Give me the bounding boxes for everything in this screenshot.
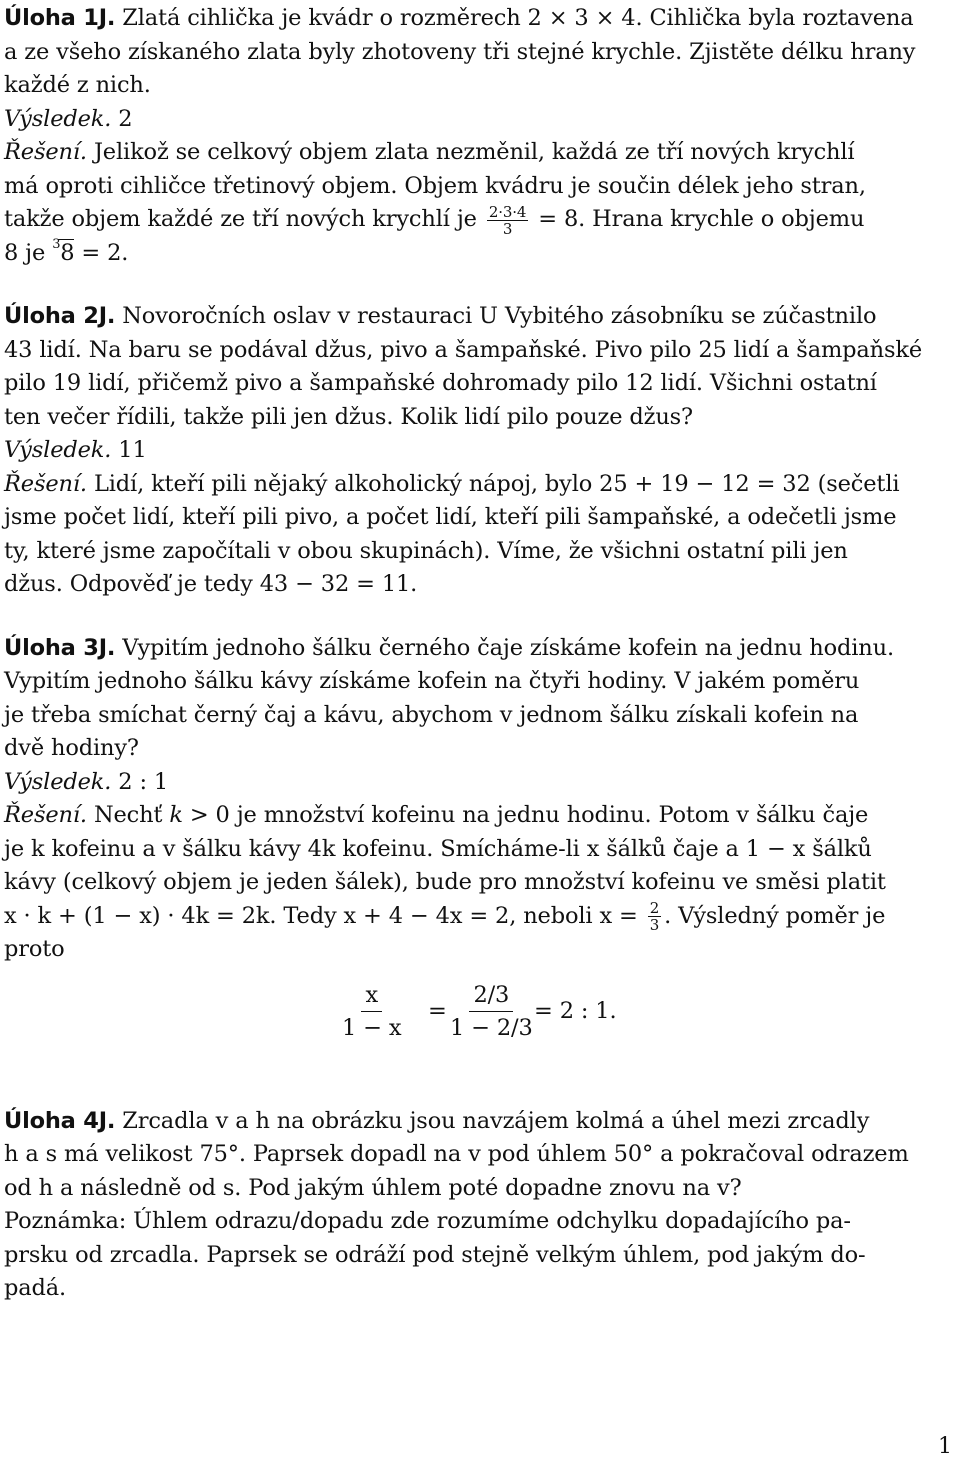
solution-text: = 2. — [81, 239, 129, 266]
solution-text: x · k + (1 − x) · 4k = 2k. Tedy x + 4 − 4x = 2, neboli x = — [4, 902, 638, 929]
task-1-result — [4, 103, 956, 137]
solution-text: = 8. Hrana krychle o objemu — [538, 206, 865, 232]
fraction — [648, 900, 661, 933]
task-2 — [4, 300, 956, 602]
task-3-statement-4: dvě hodiny? — [4, 735, 139, 761]
task-4-label: Úloha 4J. — [4, 1107, 116, 1134]
solution-text: . Výsledný poměr je — [664, 902, 886, 929]
fraction-numerator: 2/3 — [469, 979, 513, 1012]
task-2-line-1 — [4, 300, 956, 334]
task-2-statement-1: Novoročních oslav v restauraci U Vybitého zásobníku se zúčastnilo — [122, 303, 877, 329]
fraction-denominator: 3 — [502, 219, 513, 238]
task-4-note-3: padá. — [4, 1275, 67, 1301]
root-argument: 8 — [60, 239, 75, 266]
display-fraction-2 — [450, 979, 533, 1044]
task-2-solution-2: jsme počet lidí, kteří pili pivo, a počet lidí, kteří pili šampaňské, a odečetli jsme — [4, 504, 897, 530]
result-label: Výsledek. — [4, 768, 112, 795]
math-variable: k — [169, 802, 183, 828]
task-2-solution-3: ty, které jsme započítali v obou skupinách). Víme, že všichni ostatní pili jen — [4, 537, 848, 564]
solution-text: Jelikož se celkový objem zlata nezměnil, každá ze tří nových krychlí — [93, 139, 855, 165]
task-4-note-1: Poznámka: Úhlem odrazu/dopadu zde rozumíme odchylku dopadajícího pa- — [4, 1208, 851, 1234]
fraction-denominator: 1 − x — [342, 1014, 402, 1041]
task-4-statement-3: od h a následně od s. Pod jakým úhlem poté dopadne znovu na v? — [4, 1174, 742, 1201]
spacer — [4, 1075, 956, 1105]
spacer — [4, 270, 956, 300]
task-1-statement-2: a ze všeho získaného zlata byly zhotoveny tři stejné krychle. Zjistěte délku hrany — [4, 38, 916, 65]
task-4-statement-1: Zrcadla v a h na obrázku jsou navzájem kolmá a úhel mezi zrcadly — [122, 1107, 870, 1134]
solution-text: 8 je — [4, 239, 46, 266]
solution-text: takže objem každé ze tří nových krychlí je — [4, 206, 477, 232]
page-number: 1 — [938, 1434, 952, 1459]
cube-root — [52, 237, 74, 271]
solution-text: Lidí, kteří pili nějaký alkoholický nápoj, bylo 25 + 19 − 12 = 32 (sečetli — [93, 470, 900, 497]
fraction-numerator: 2·3·4 — [488, 202, 527, 221]
task-1-solution-4 — [4, 237, 956, 271]
task-1-solution-2: má oproti cihličce třetinový objem. Objem kvádru je součin délek jeho stran, — [4, 172, 866, 199]
task-1-statement-1: Zlatá cihlička je kvádr o rozměrech 2 × 3 × 4. Cihlička byla roztavena — [122, 5, 914, 31]
task-1-statement-3: každé z nich. — [4, 72, 151, 98]
solution-text: > 0 je množství kofeinu na jednu hodinu. Potom v šálku čaje — [189, 802, 869, 828]
task-1-solution-1 — [4, 136, 956, 170]
fraction-denominator: 1 − 2/3 — [450, 1014, 533, 1041]
task-2-statement-2: 43 lidí. Na baru se podával džus, pivo a šampaňské. Pivo pilo 25 lidí a šampaňské — [4, 336, 923, 363]
task-3-solution-2: je k kofeinu a v šálku kávy 4k kofeinu. Smícháme-li x šálků čaje a 1 − x šálků — [4, 835, 872, 862]
task-2-solution-1 — [4, 468, 956, 502]
display-equation — [4, 967, 956, 1075]
task-1-label: Úloha 1J. — [4, 5, 116, 31]
task-3-statement-3: je třeba smíchat černý čaj a kávu, abychom v jednom šálku získali kofein na — [4, 701, 859, 728]
task-3-line-1 — [4, 632, 956, 666]
result-value: 11 — [118, 437, 147, 463]
task-3-result — [4, 766, 956, 800]
task-4-line-1 — [4, 1105, 956, 1139]
fraction-numerator: 2 — [649, 899, 660, 917]
document-page — [4, 2, 956, 1306]
task-2-label: Úloha 2J. — [4, 303, 116, 329]
task-4 — [4, 1105, 956, 1306]
task-3-solution-1 — [4, 799, 956, 833]
task-3-statement-1: Vypitím jednoho šálku černého čaje získáme kofein na jednu hodinu. — [122, 634, 894, 661]
fraction-denominator: 3 — [649, 916, 660, 934]
task-4-statement-2: h a s má velikost 75°. Paprsek dopadl na v pod úhlem 50° a pokračoval odrazem — [4, 1141, 909, 1167]
equals-sign: = — [428, 997, 447, 1024]
task-3-solution-3: kávy (celkový objem je jeden šálek), bude pro množství kofeinu ve směsi platit — [4, 869, 886, 895]
spacer — [4, 602, 956, 632]
result-label: Výsledek. — [4, 437, 112, 463]
task-3 — [4, 632, 956, 1075]
result-value: 2 — [118, 105, 133, 132]
solution-label: Řešení. — [4, 470, 87, 497]
result-value: 2 : 1 — [118, 768, 169, 795]
task-1-solution-3 — [4, 203, 956, 237]
task-2-statement-3: pilo 19 lidí, přičemž pivo a šampaňské dohromady pilo 12 lidí. Všichni ostatní — [4, 370, 877, 396]
display-fraction-1 — [342, 979, 401, 1044]
task-4-note-2: prsku od zrcadla. Paprsek se odráží pod stejně velkým úhlem, pod jakým do- — [4, 1241, 866, 1268]
task-2-solution-4: džus. Odpověď je tedy 43 − 32 = 11. — [4, 571, 418, 597]
task-2-statement-4: ten večer řídili, takže pili jen džus. Kolik lidí pilo pouze džus? — [4, 403, 693, 430]
solution-label: Řešení. — [4, 139, 87, 165]
display-result: = 2 : 1. — [534, 997, 617, 1024]
fraction — [487, 204, 528, 237]
solution-label: Řešení. — [4, 802, 87, 828]
task-3-label: Úloha 3J. — [4, 634, 116, 661]
task-1-line-1 — [4, 2, 956, 36]
task-3-statement-2: Vypitím jednoho šálku kávy získáme kofein na čtyři hodiny. V jakém poměru — [4, 668, 860, 694]
task-3-solution-5: proto — [4, 936, 65, 962]
root-index: 3 — [52, 236, 61, 252]
task-1 — [4, 2, 956, 270]
task-2-result — [4, 434, 956, 468]
solution-text: Nechť — [93, 802, 163, 828]
result-label: Výsledek. — [4, 105, 112, 132]
task-3-solution-4 — [4, 900, 956, 934]
fraction-numerator: x — [361, 979, 382, 1012]
